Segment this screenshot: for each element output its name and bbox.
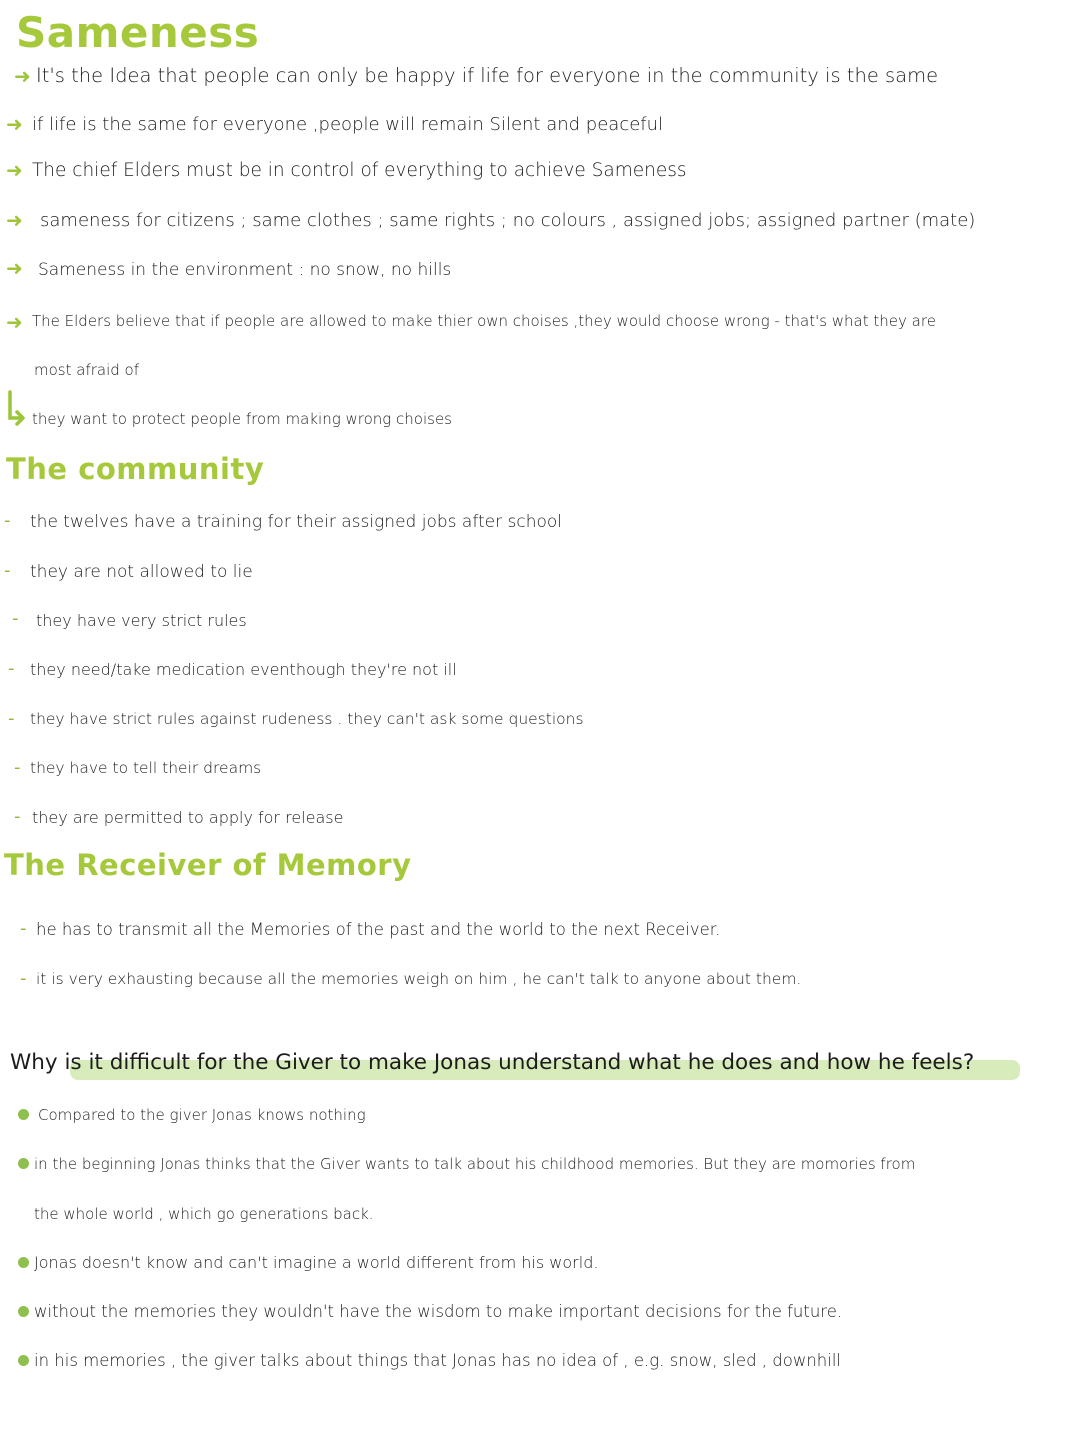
community-item-6: they have to tell their dreams xyxy=(30,759,262,777)
heading-sameness: Sameness xyxy=(16,8,260,57)
sameness-item-6-cont: most afraid of xyxy=(34,361,139,379)
question-heading: Why is it difficult for the Giver to make Jonas understand what he does and how he feels? xyxy=(10,1050,975,1075)
community-item-3: they have very strict rules xyxy=(36,611,247,630)
sameness-item-1: It's the Idea that people can only be happy if life for everyone in the community is the same xyxy=(36,64,939,87)
dash-bullet: - xyxy=(14,757,21,778)
sameness-item-2: if life is the same for everyone ,people will remain Silent and peaceful xyxy=(32,114,664,135)
question-item-1: Compared to the giver Jonas knows nothing xyxy=(38,1106,366,1124)
dot-bullet xyxy=(18,1306,29,1317)
sameness-item-7: they want to protect people from making wrong choises xyxy=(32,410,452,428)
question-item-2: in the beginning Jonas thinks that the Giver wants to talk about his childhood memories. But they are momories from xyxy=(34,1155,916,1173)
dash-bullet: - xyxy=(14,806,21,827)
dash-bullet: - xyxy=(8,708,15,729)
sameness-item-6: The Elders believe that if people are allowed to make thier own choises ,they would choose wrong - that's what they are xyxy=(32,312,936,330)
sameness-item-3: The chief Elders must be in control of everything to achieve Sameness xyxy=(32,160,687,181)
receiver-item-1: he has to transmit all the Memories of the past and the world to the next Receiver. xyxy=(36,920,721,939)
question-item-4: without the memories they wouldn't have the wisdom to make important decisions for the future. xyxy=(34,1302,843,1321)
dash-bullet: - xyxy=(4,510,11,531)
receiver-item-2: it is very exhausting because all the memories weigh on him , he can't talk to anyone about them. xyxy=(36,970,802,988)
dash-bullet: - xyxy=(4,560,11,581)
question-item-2-cont: the whole world , which go generations back. xyxy=(34,1205,374,1223)
sameness-item-5: Sameness in the environment : no snow, no hills xyxy=(38,260,452,280)
question-item-3: Jonas doesn't know and can't imagine a world different from his world. xyxy=(34,1253,599,1272)
question-block xyxy=(10,1046,1022,1086)
sameness-item-4: sameness for citizens ; same clothes ; same rights ; no colours , assigned jobs; assigned partner (mate) xyxy=(40,210,976,231)
dot-bullet xyxy=(18,1257,29,1268)
question-item-5: in his memories , the giver talks about things that Jonas has no idea of , e.g. snow, sled , downhill xyxy=(34,1351,842,1370)
dot-bullet xyxy=(18,1355,29,1366)
community-item-2: they are not allowed to lie xyxy=(30,562,253,582)
heading-community: The community xyxy=(6,452,265,486)
arrow-icon: ➜ xyxy=(6,256,23,280)
arrow-icon: ➜ xyxy=(6,158,23,182)
dot-bullet xyxy=(18,1109,29,1120)
community-item-4: they need/take medication eventhough they're not ill xyxy=(30,660,457,679)
dash-bullet: - xyxy=(8,658,15,679)
heading-receiver: The Receiver of Memory xyxy=(4,848,412,882)
arrow-icon: ➜ xyxy=(14,64,31,88)
return-arrow-icon xyxy=(4,390,26,430)
community-item-1: the twelves have a training for their assigned jobs after school xyxy=(30,512,563,532)
dash-bullet: - xyxy=(20,918,27,939)
dash-bullet: - xyxy=(12,608,19,629)
community-item-7: they are permitted to apply for release xyxy=(32,808,344,827)
dot-bullet xyxy=(18,1158,29,1169)
dash-bullet: - xyxy=(20,968,27,989)
arrow-icon: ➜ xyxy=(6,310,23,334)
community-item-5: they have strict rules against rudeness . they can't ask some questions xyxy=(30,710,584,728)
arrow-icon: ➜ xyxy=(6,208,23,232)
arrow-icon: ➜ xyxy=(6,112,23,136)
